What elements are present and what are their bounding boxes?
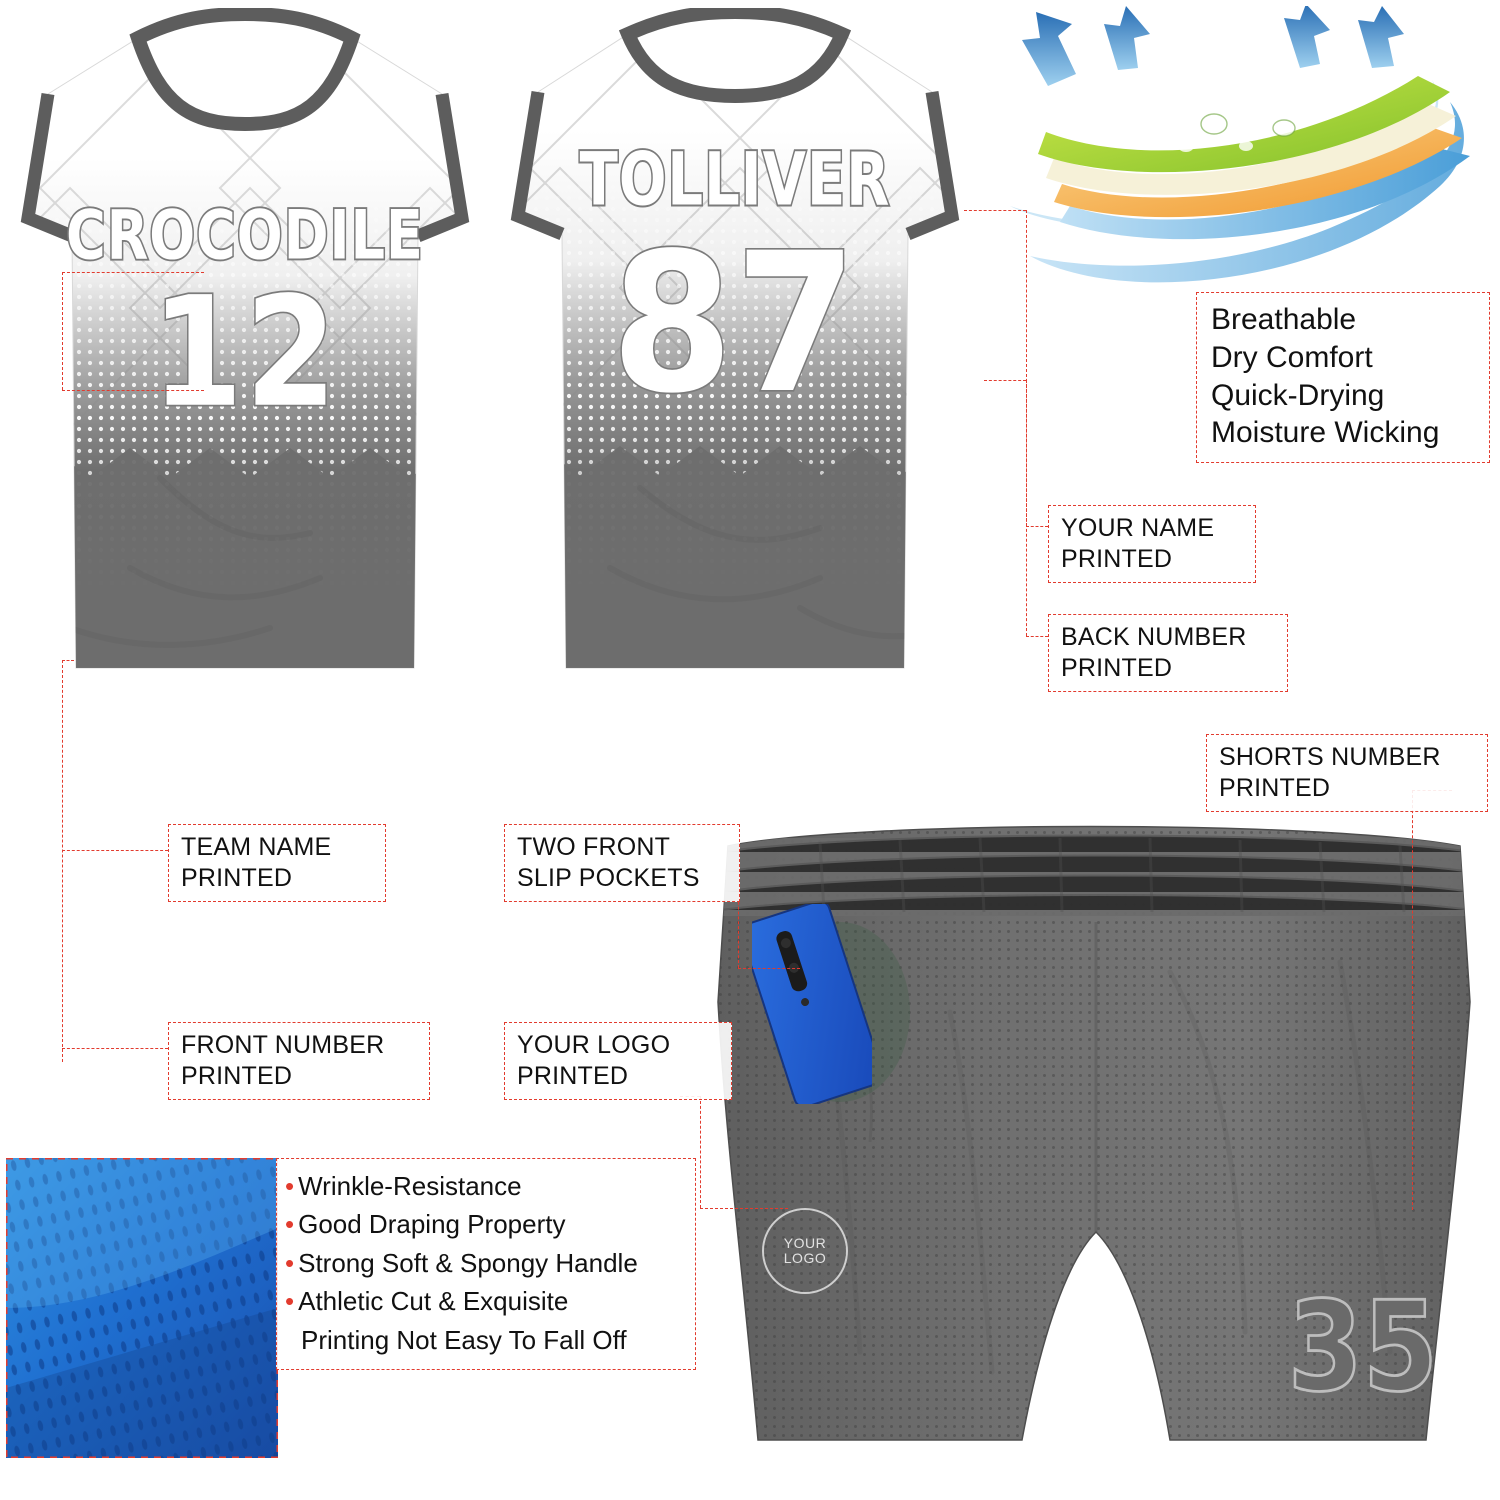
callout-line-1: YOUR NAME	[1061, 514, 1215, 542]
phone-in-pocket	[752, 904, 872, 1104]
connector-line	[1026, 380, 1027, 636]
jersey-front	[10, 8, 480, 688]
arrow-up-icon	[1022, 12, 1076, 86]
feature-line: Quick-Drying	[1211, 378, 1385, 412]
callout-line-1: SHORTS NUMBER	[1219, 743, 1441, 771]
connector-line	[62, 390, 204, 391]
connector-line	[738, 968, 800, 969]
arrow-up-icon	[1358, 6, 1404, 68]
callout-line-2: PRINTED	[517, 1061, 629, 1090]
benefit-item: • Good Draping Property	[285, 1205, 689, 1243]
callout-front-number	[168, 1022, 430, 1100]
shorts	[700, 812, 1490, 1462]
callout-line-1: TEAM NAME	[181, 833, 332, 861]
callout-line-2: PRINTED	[1061, 653, 1173, 682]
shorts-logo-line2: LOGO	[783, 1250, 827, 1266]
benefit-item: • Athletic Cut & Exquisite	[285, 1282, 689, 1320]
fabric-technology-illustration	[1000, 6, 1490, 296]
benefit-item-continuation: Printing Not Easy To Fall Off	[301, 1324, 627, 1355]
arrow-up-icon	[1104, 6, 1150, 70]
callout-team-name	[168, 824, 386, 902]
mesh-fabric-swatch	[6, 1158, 278, 1458]
callout-two-front-pockets	[504, 824, 740, 902]
callout-line-1: YOUR LOGO	[517, 1031, 671, 1059]
callout-line-1: BACK NUMBER	[1061, 623, 1247, 651]
connector-line	[700, 1096, 701, 1208]
connector-line	[1026, 526, 1048, 527]
callout-back-number	[1048, 614, 1288, 692]
jersey-back-number: 87	[611, 212, 859, 437]
shorts-logo-placeholder	[762, 1208, 848, 1294]
connector-line	[984, 380, 1026, 381]
callout-your-logo	[504, 1022, 732, 1100]
callout-line-2: PRINTED	[1061, 544, 1173, 573]
connector-line	[1412, 790, 1413, 1210]
feature-line: Breathable	[1211, 303, 1357, 336]
callout-line-1: FRONT NUMBER	[181, 1031, 385, 1059]
connector-line	[62, 1048, 168, 1049]
arrow-up-icon	[1284, 6, 1330, 68]
fabric-feature-list	[1196, 292, 1490, 463]
connector-line	[964, 210, 1026, 211]
callout-your-name	[1048, 505, 1256, 583]
callout-line-2: PRINTED	[181, 1061, 293, 1090]
callout-shorts-number	[1206, 734, 1488, 812]
connector-line	[62, 272, 204, 273]
shorts-logo-line1: YOUR	[783, 1234, 827, 1251]
benefit-item: • Strong Soft & Spongy Handle	[285, 1244, 689, 1282]
feature-line: Dry Comfort	[1211, 340, 1373, 374]
connector-line	[62, 660, 63, 1062]
connector-line	[700, 1208, 788, 1209]
shorts-number: 35	[1287, 1275, 1438, 1420]
connector-line	[1026, 636, 1048, 637]
jersey-front-number: 12	[151, 264, 339, 442]
callout-line-2: SLIP POCKETS	[517, 863, 700, 892]
connector-line	[62, 850, 168, 851]
benefit-item: • Wrinkle-Resistance	[285, 1167, 689, 1205]
callout-line-1: TWO FRONT	[517, 833, 671, 861]
connector-line	[62, 272, 63, 390]
connector-line	[62, 660, 74, 661]
fabric-benefit-list	[276, 1158, 696, 1370]
jersey-front-team-name: CROCODILE	[66, 196, 424, 275]
callout-line-2: PRINTED	[181, 863, 293, 892]
callout-line-2: PRINTED	[1219, 773, 1331, 802]
jersey-back	[500, 8, 970, 688]
feature-line: Moisture Wicking	[1211, 416, 1440, 450]
connector-line	[738, 892, 739, 968]
jersey-back-player-name: TOLLIVER	[579, 138, 891, 223]
